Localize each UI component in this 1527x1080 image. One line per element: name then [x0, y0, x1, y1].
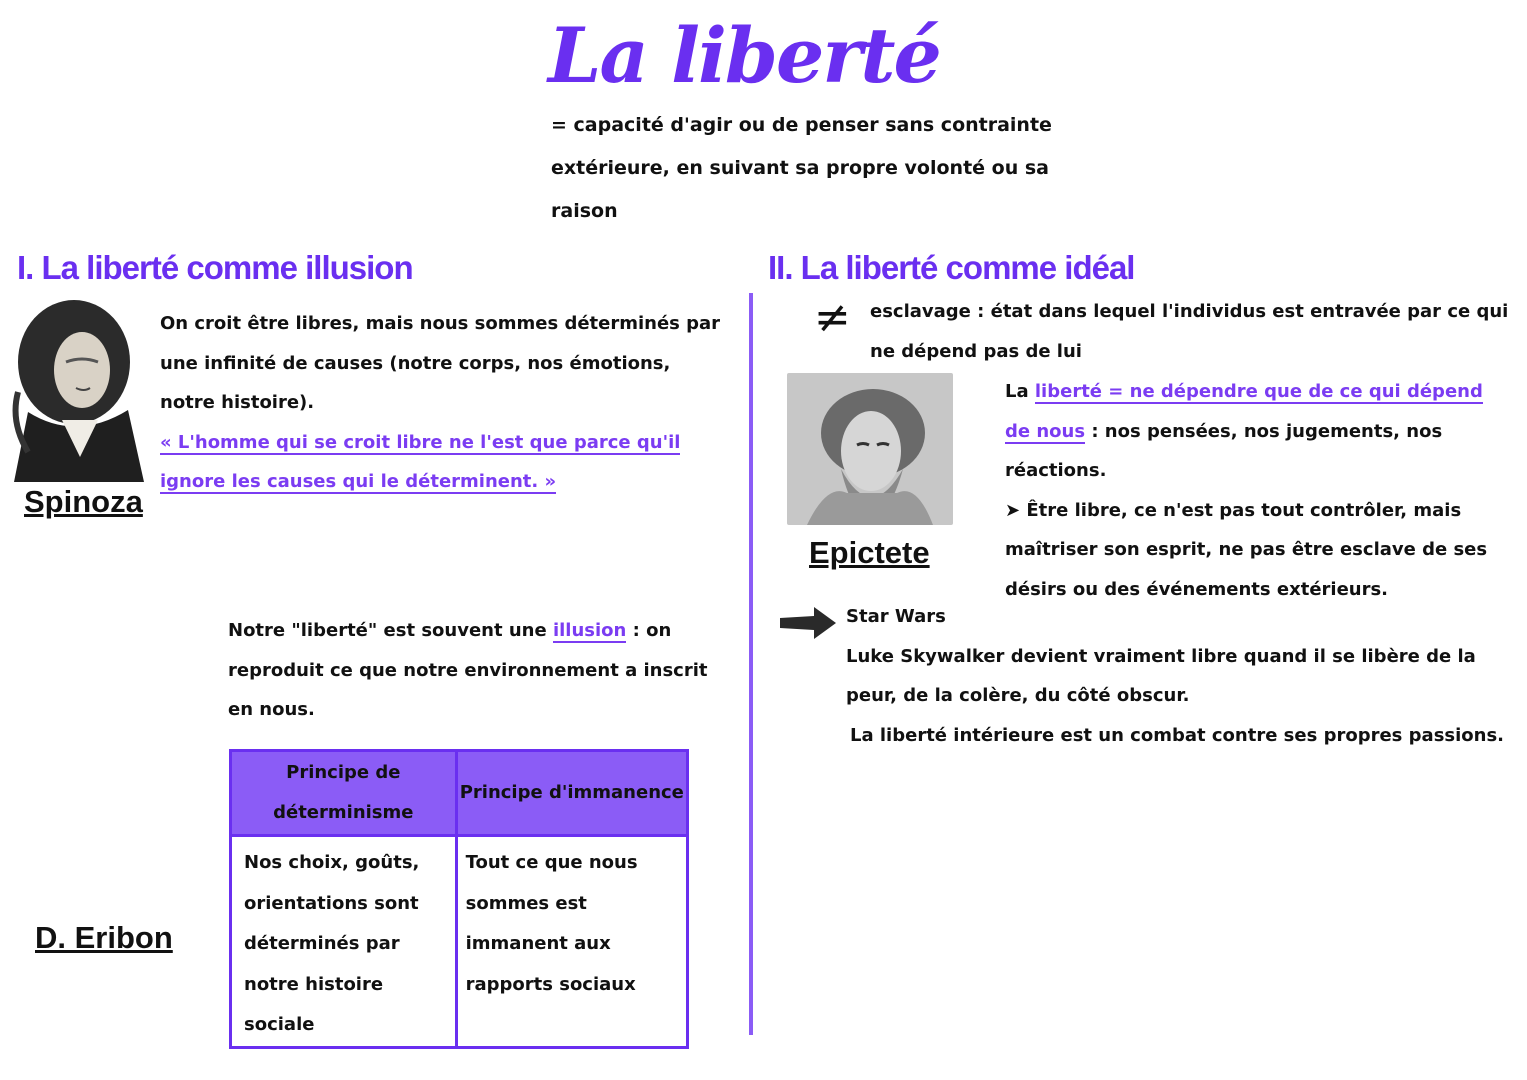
principles-table	[229, 749, 689, 1049]
table-header-determinism: Principe de déterminisme	[231, 751, 457, 836]
starwars-block	[846, 597, 1516, 716]
epictete-text-after: : nos pensées, nos jugements, nos réactions.	[1005, 420, 1443, 481]
epictete-text-la: La	[1005, 381, 1035, 402]
section1-heading: I. La liberté comme illusion	[17, 249, 413, 286]
epictete-portrait	[787, 373, 953, 525]
spinoza-quote: « L'homme qui se croit libre ne l'est que parce qu'il ignore les causes qui le déterminent. »	[160, 431, 681, 492]
spinoza-text	[160, 304, 730, 502]
slavery-definition: esclavage : état dans lequel l'individus est entravée par ce qui ne dépend pas de lui	[870, 301, 1509, 362]
vertical-divider	[749, 293, 753, 1035]
definition: = capacité d'agir ou de penser sans contrainte extérieure, en suivant sa propre volonté ou sa raison	[551, 114, 1052, 222]
eribon-text-before: Notre "liberté" est souvent une	[228, 620, 553, 641]
epictete-name: Epictete	[809, 535, 930, 570]
table-header-immanence: Principe d'immanence	[456, 751, 687, 836]
not-equal-icon: ≠	[814, 292, 851, 343]
section2-heading: II. La liberté comme idéal	[768, 249, 1135, 286]
epictete-bullet-text: Être libre, ce n'est pas tout contrôler, mais maîtriser son esprit, ne pas être esclave de ses désirs ou des événements extérieurs.	[1005, 499, 1488, 600]
starwars-title: Star Wars	[846, 606, 946, 627]
epictete-highlight: liberté = ne dépendre que de ce qui dépend de nous	[1005, 381, 1483, 442]
table-cell-immanence: Tout ce que nous sommes est immanent aux rapports sociaux	[456, 836, 687, 1048]
spinoza-name: Spinoza	[24, 484, 143, 519]
eribon-text-after: : on reproduit ce que notre environnement a inscrit en nous.	[228, 620, 708, 720]
starwars-conclusion: La liberté intérieure est un combat contre ses propres passions.	[850, 725, 1505, 746]
table-cell-determinism: Nos choix, goûts, orientations sont déterminés par notre histoire sociale	[231, 836, 457, 1048]
starwars-text: Luke Skywalker devient vraiment libre quand il se libère de la peur, de la colère, du côté obscur.	[846, 645, 1476, 706]
eribon-text	[228, 611, 728, 730]
spinoza-portrait	[10, 292, 148, 482]
bullet-arrow-icon: ➤	[1005, 499, 1021, 521]
spinoza-explanation: On croit être libres, mais nous sommes déterminés par une infinité de causes (notre corps, nos émotions, notre histoire).	[160, 313, 721, 413]
right-arrow-icon	[778, 604, 838, 642]
epictete-text	[1005, 372, 1495, 609]
eribon-highlight: illusion	[552, 620, 627, 641]
eribon-name: D. Eribon	[35, 920, 173, 955]
page-title: La liberté	[548, 11, 940, 100]
